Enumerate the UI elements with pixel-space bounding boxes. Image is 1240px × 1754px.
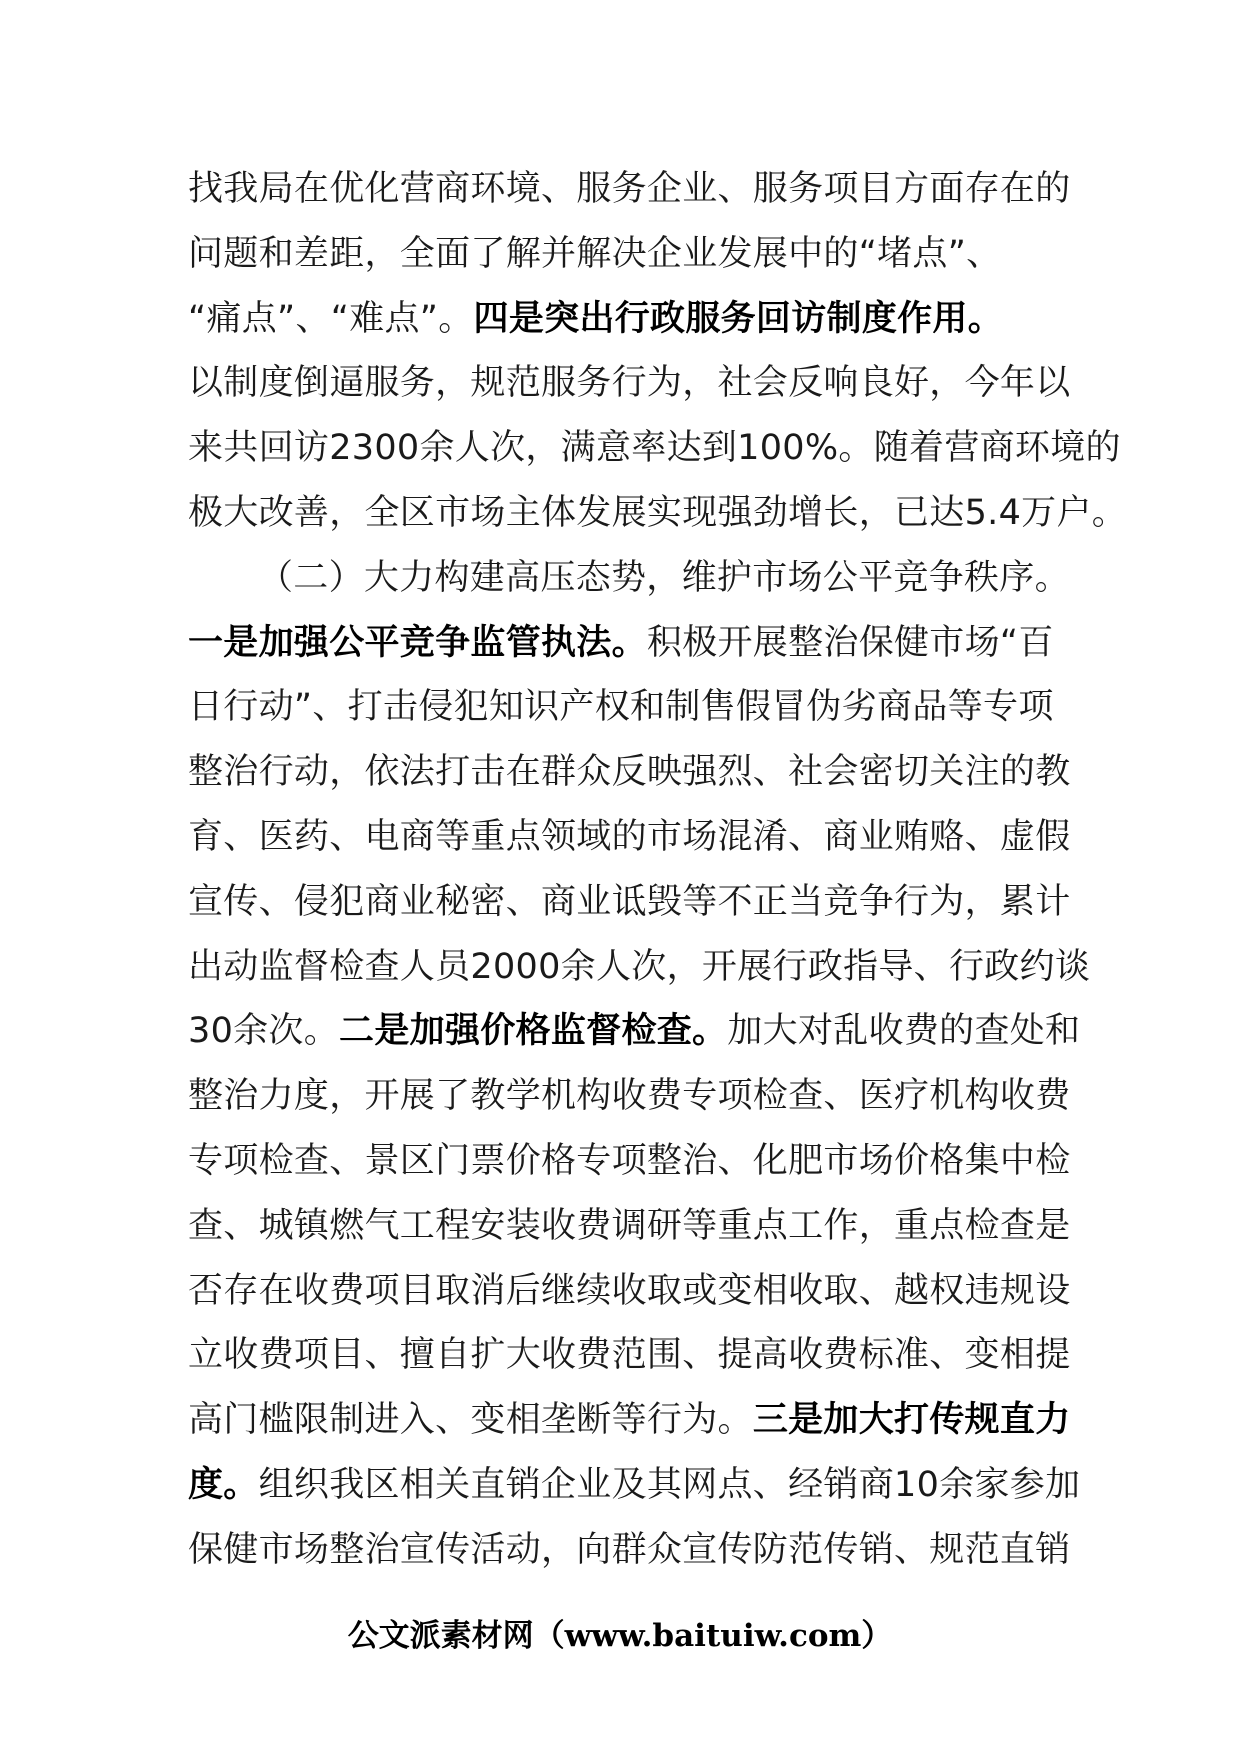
text-line [188,1259,1071,1324]
text-run: 日行动”、打击侵犯知识产权和制售假冒伪劣商品等专项 [188,687,1054,728]
text-run: “痛点”、“难点”。 [188,298,474,339]
bold-heading-run: 一是加强公平竞争监管执法。 [188,622,647,663]
text-line [188,1194,1071,1259]
text-run: 以制度倒逼服务，规范服务行为，社会反响良好，今年以 [188,363,1071,404]
bold-heading-run: 三是加大打传规直力 [752,1400,1071,1441]
text-line [188,416,1121,481]
text-line [188,351,1071,416]
section-heading: （二）大力构建高压态势，维护市场公平竞争秩序。 [258,557,1070,598]
text-line [188,935,1091,1000]
text-run: 积极开展整治保健市场“百 [646,622,1054,663]
text-line [188,675,1058,740]
text-run: 保健市场整治宣传活动，向群众宣传防范传销、规范直销 [188,1529,1071,1570]
text-line [188,1453,1081,1518]
text-run: 30余次。 [188,1011,340,1052]
text-run: 否存在收费项目取消后继续收取或变相收取、越权违规设 [188,1270,1071,1311]
bold-heading-run: 四是突出行政服务回访制度作用。 [473,298,1004,339]
text-run: 育、医药、电商等重点领域的市场混淆、商业贿赂、虚假 [188,816,1071,857]
text-run: 找我局在优化营商环境、服务企业、服务项目方面存在的 [188,169,1071,209]
text-line [188,1129,1071,1194]
text-run: 出动监督检查人员2000余人次，开展行政指导、行政约谈 [188,946,1091,987]
text-line [188,740,1071,805]
text-run: 来共回访2300余人次，满意率达到100%。随着营商环境的 [188,428,1121,469]
text-line [188,870,1071,935]
text-run: 整治行动，依法打击在群众反映强烈、社会密切关注的教 [188,752,1071,793]
text-line [188,1518,1071,1583]
bold-heading-run: 度。 [188,1464,259,1505]
text-line [188,1064,1071,1129]
section-heading-line [188,546,1070,611]
text-line [188,805,1071,870]
text-run: 整治力度，开展了教学机构收费专项检查、医疗机构收费 [188,1076,1071,1117]
text-run: 立收费项目、擅自扩大收费范围、提高收费标准、变相提 [188,1335,1071,1376]
bold-heading-run: 二是加强价格监督检查。 [339,1011,728,1052]
text-line [188,157,1071,222]
text-run: 组织我区相关直销企业及其网点、经销商10余家参加 [258,1464,1081,1505]
text-line [188,999,1081,1064]
body-text [188,157,1128,1583]
text-line [188,1323,1071,1388]
text-run: 专项检查、景区门票价格专项整治、化肥市场价格集中检 [188,1140,1071,1181]
text-run: 宣传、侵犯商业秘密、商业诋毁等不正当竞争行为，累计 [188,881,1071,922]
text-run: 高门槛限制进入、变相垄断等行为。 [188,1400,753,1441]
text-run: 极大改善，全区市场主体发展实现强劲增长，已达5.4万户。 [188,492,1128,533]
text-line [188,287,1058,352]
text-line [188,611,1058,676]
text-run: 加大对乱收费的查处和 [727,1011,1081,1052]
text-line [188,481,1128,546]
text-run: 问题和差距，全面了解并解决企业发展中的“堵点”、 [188,233,1002,274]
text-line [188,222,1058,287]
text-run: 查、城镇燃气工程安装收费调研等重点工作，重点检查是 [188,1205,1071,1246]
text-line [188,1388,1071,1453]
footer-watermark: 公文派素材网（www.baituiw.com） [347,1618,893,1654]
